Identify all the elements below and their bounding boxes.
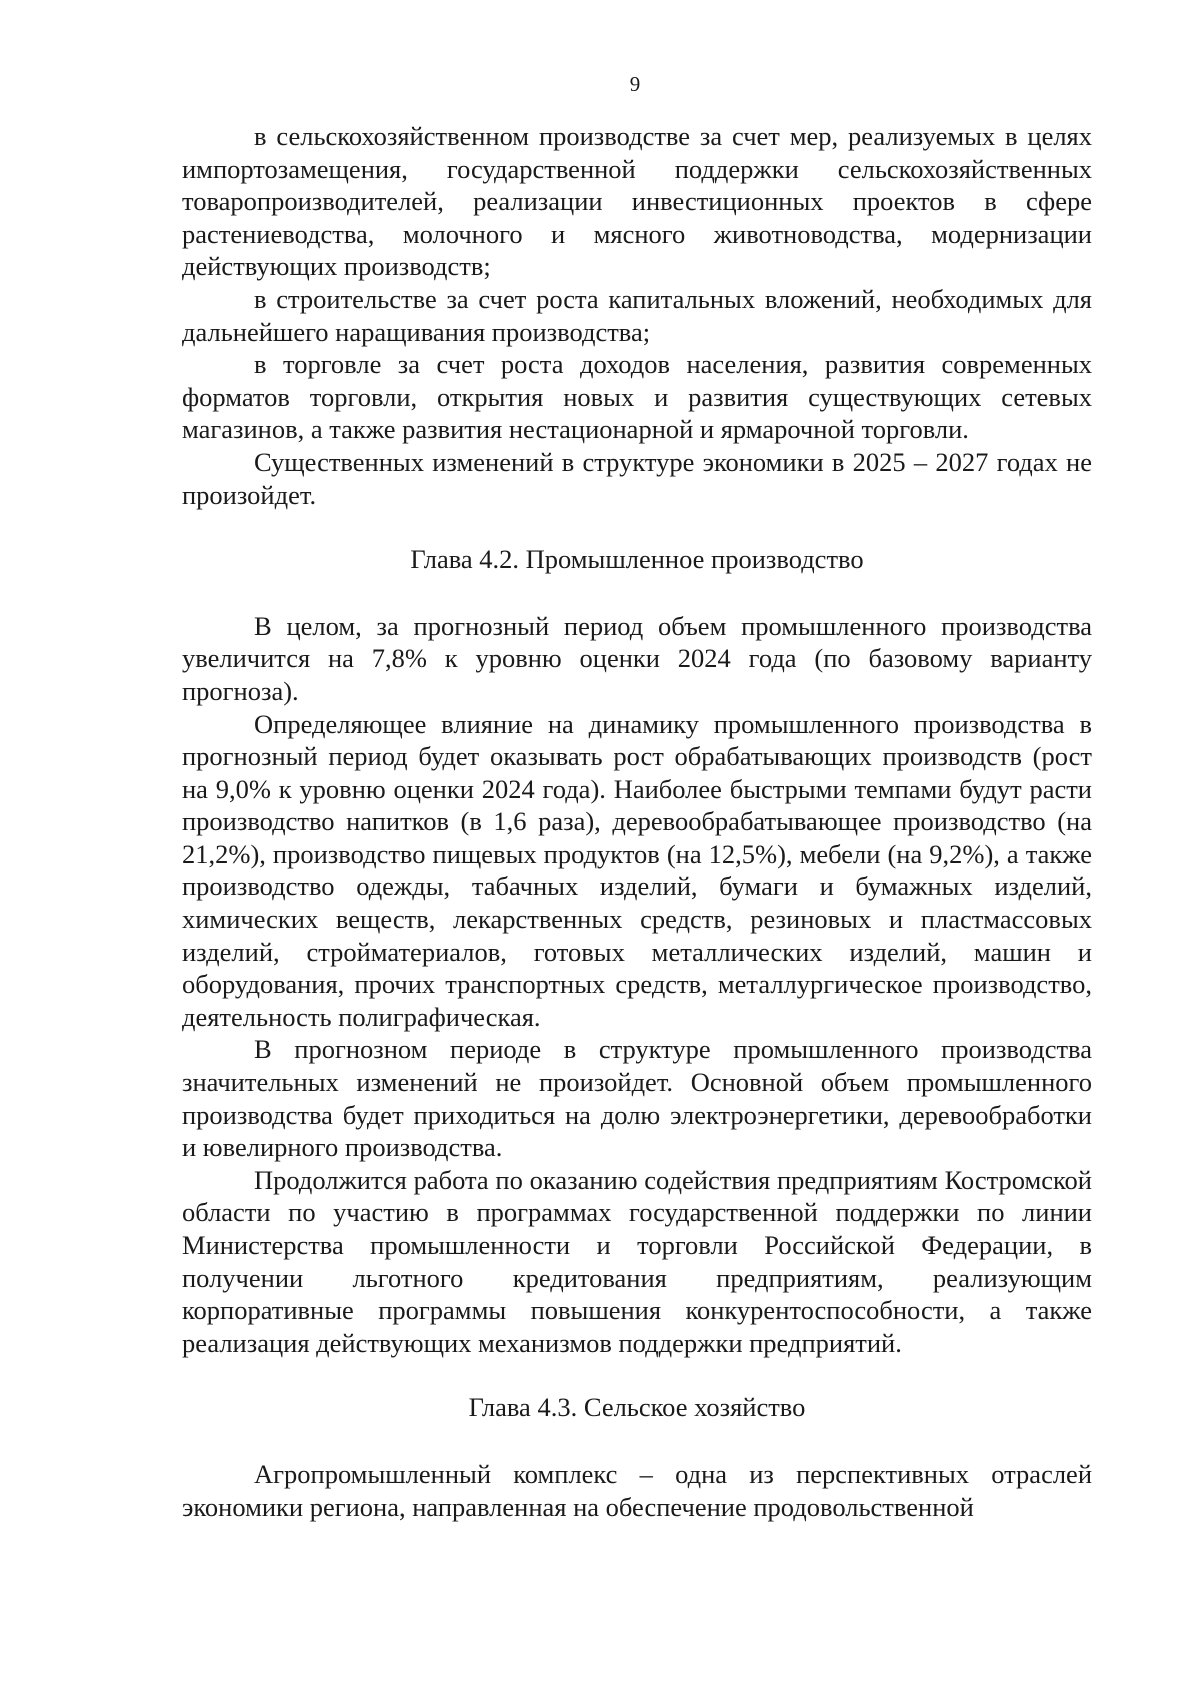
spacer (182, 1359, 1092, 1391)
paragraph-agro-complex: Агропромышленный комплекс – одна из перспективных отраслей экономики региона, направленная на обеспечение продовольственной (182, 1458, 1092, 1522)
page-number: 9 (629, 72, 641, 96)
spacer (182, 1424, 1092, 1458)
spacer (182, 576, 1092, 610)
chapter-heading-4-3: Глава 4.3. Сельское хозяйство (468, 1392, 806, 1423)
paragraph-manufacturing-influence: Определяющее влияние на динамику промышленного производства в прогнозный период будет оказывать рост обрабатывающих производств (рост на 9,0% к уровню оценки 2024 года). Наиболее быстрыми темпами будут расти производство напитков (в 1,6 раза), деревообрабатывающее производство (на 21,2%), производство пищевых продуктов (на 12,5%), мебели (на 9,2%), а также производство одежды, табачных изделий, бумаги и бумажных изделий, химических веществ, лекарственных средств, резиновых и пластмассовых изделий, стройматериалов, готовых металлических изделий, машин и оборудования, прочих транспортных средств, металлургическое производство, деятельность полиграфическая. (182, 708, 1092, 1032)
paragraph-industrial-growth: В целом, за прогнозный период объем промышленного производства увеличится на 7,8% к уровню оценки 2024 года (по базовому варианту прогноза). (182, 610, 1092, 706)
paragraph-structure-no-change: Существенных изменений в структуре экономики в 2025 – 2027 годах не произойдет. (182, 446, 1092, 510)
page-body (182, 120, 1092, 1523)
paragraph-enterprise-support: Продолжится работа по оказанию содействия предприятиям Костромской области по участию в программах государственной поддержки по линии Министерства промышленности и торговли Российской Федерации, в получении льготного кредитования предприятиям, реализующим корпоративные программы повышения конкурентоспособности, а также реализация действующих механизмов поддержки предприятий. (182, 1164, 1092, 1358)
paragraph-agriculture-measures: в сельскохозяйственном производстве за счет мер, реализуемых в целях импортозамещения, государственной поддержки сельскохозяйственных товаропроизводителей, реализации инвестиционных проектов в сфере растениеводства, молочного и мясного животноводства, модернизации действующих производств; (182, 121, 1092, 282)
paragraph-industrial-structure: В прогнозном периоде в структуре промышленного производства значительных изменений не произойдет. Основной объем промышленного производства будет приходиться на долю электроэнергетики, деревообработки и ювелирного производства. (182, 1034, 1092, 1163)
chapter-heading-4-2: Глава 4.2. Промышленное производство (410, 544, 864, 575)
spacer (182, 511, 1092, 543)
paragraph-construction: в строительстве за счет роста капитальных вложений, необходимых для дальнейшего наращивания производства; (182, 283, 1092, 347)
paragraph-trade: в торговле за счет роста доходов населения, развития современных форматов торговли, открытия новых и развития существующих сетевых магазинов, а также развития нестационарной и ярмарочной торговли. (182, 349, 1092, 445)
